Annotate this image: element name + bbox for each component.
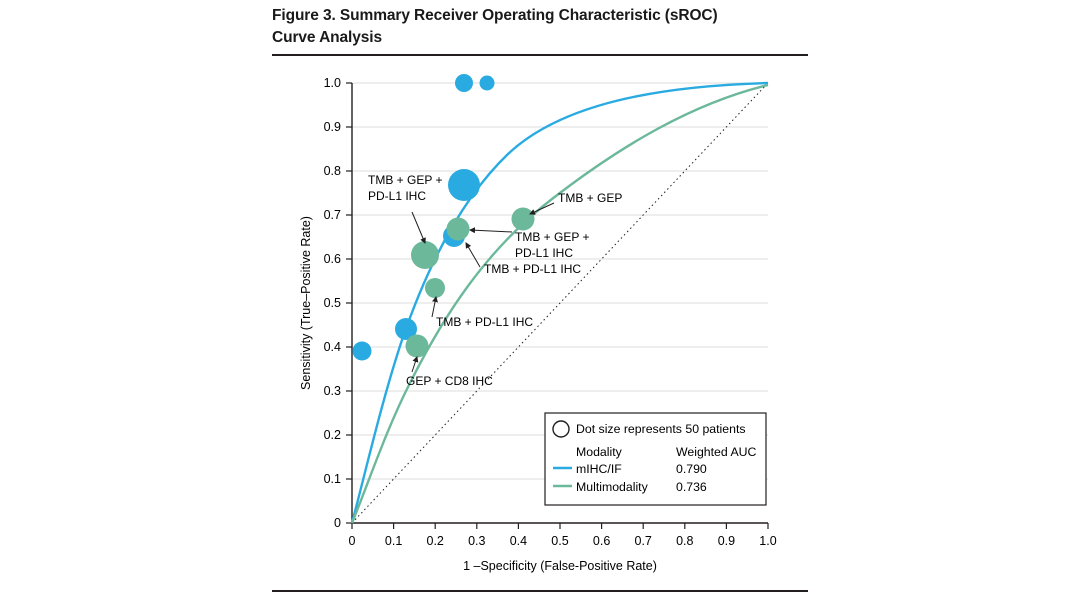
figure-title-line1: Figure 3. Summary Receiver Operating Characteristic (sROC) bbox=[272, 7, 718, 24]
data-point bbox=[353, 342, 372, 361]
x-tick-label: 1.0 bbox=[759, 534, 777, 548]
x-tick-label: 0.1 bbox=[384, 534, 403, 548]
y-tick-label: 0.5 bbox=[323, 296, 341, 310]
legend-header-auc: Weighted AUC bbox=[676, 445, 757, 459]
figure-title-line2: Curve Analysis bbox=[272, 29, 383, 46]
x-tick-label: 0.2 bbox=[426, 534, 444, 548]
legend-row-modality: mIHC/IF bbox=[576, 462, 622, 476]
data-point bbox=[447, 218, 470, 241]
annotation-label: TMB + GEP + bbox=[515, 230, 590, 244]
annotation-label: PD-L1 IHC bbox=[515, 246, 574, 260]
chart-legend bbox=[545, 413, 766, 505]
x-tick-label: 0.4 bbox=[509, 534, 528, 548]
legend-header-modality: Modality bbox=[576, 445, 622, 459]
x-tick-label: 0.5 bbox=[551, 534, 569, 548]
data-point bbox=[425, 278, 445, 298]
data-point bbox=[411, 241, 439, 269]
annotation-label: GEP + CD8 IHC bbox=[406, 374, 493, 388]
y-tick-labels bbox=[324, 76, 341, 530]
annotation-label: TMB + PD-L1 IHC bbox=[484, 262, 582, 276]
x-tick-label: 0.9 bbox=[717, 534, 736, 548]
data-point bbox=[480, 76, 495, 91]
data-point bbox=[455, 74, 473, 92]
x-tick-label: 0 bbox=[348, 534, 356, 548]
data-point bbox=[406, 335, 429, 358]
y-tick-label: 0.3 bbox=[323, 384, 341, 398]
y-tick-label: 0.9 bbox=[323, 120, 341, 134]
dot-size-key-icon bbox=[553, 421, 569, 437]
y-tick-label: 0.7 bbox=[323, 208, 341, 222]
annotation-label: TMB + GEP bbox=[558, 191, 623, 205]
y-tick-label: 0 bbox=[334, 516, 341, 530]
x-tick-label: 0.8 bbox=[676, 534, 694, 548]
data-point bbox=[512, 208, 535, 231]
y-tick-label: 0.2 bbox=[323, 428, 341, 442]
annotation-label: TMB + GEP + bbox=[368, 173, 443, 187]
x-axis-title: 1 –Specificity (False-Positive Rate) bbox=[463, 559, 657, 573]
y-tick-label: 1.0 bbox=[323, 76, 341, 90]
annotation-labels bbox=[368, 173, 622, 388]
legend-dot-note: Dot size represents 50 patients bbox=[576, 422, 746, 436]
x-axis-ticks bbox=[352, 523, 768, 529]
legend-row-modality: Multimodality bbox=[576, 480, 648, 494]
x-tick-label: 0.3 bbox=[468, 534, 486, 548]
y-axis-ticks bbox=[346, 83, 352, 523]
annotation-label: PD-L1 IHC bbox=[368, 189, 427, 203]
y-tick-label: 0.6 bbox=[323, 252, 341, 266]
annotation-label: TMB + PD-L1 IHC bbox=[436, 315, 534, 329]
data-point bbox=[448, 169, 480, 201]
legend-row-auc: 0.736 bbox=[676, 480, 707, 494]
y-tick-label: 0.8 bbox=[323, 164, 341, 178]
x-tick-labels bbox=[349, 534, 777, 548]
y-tick-label: 0.4 bbox=[323, 340, 341, 354]
legend-row-auc: 0.790 bbox=[676, 462, 707, 476]
x-tick-label: 0.7 bbox=[634, 534, 652, 548]
y-axis-title: Sensitivity (True–Positive Rate) bbox=[299, 216, 313, 390]
x-tick-label: 0.6 bbox=[592, 534, 611, 548]
y-tick-label: 0.1 bbox=[323, 472, 341, 486]
